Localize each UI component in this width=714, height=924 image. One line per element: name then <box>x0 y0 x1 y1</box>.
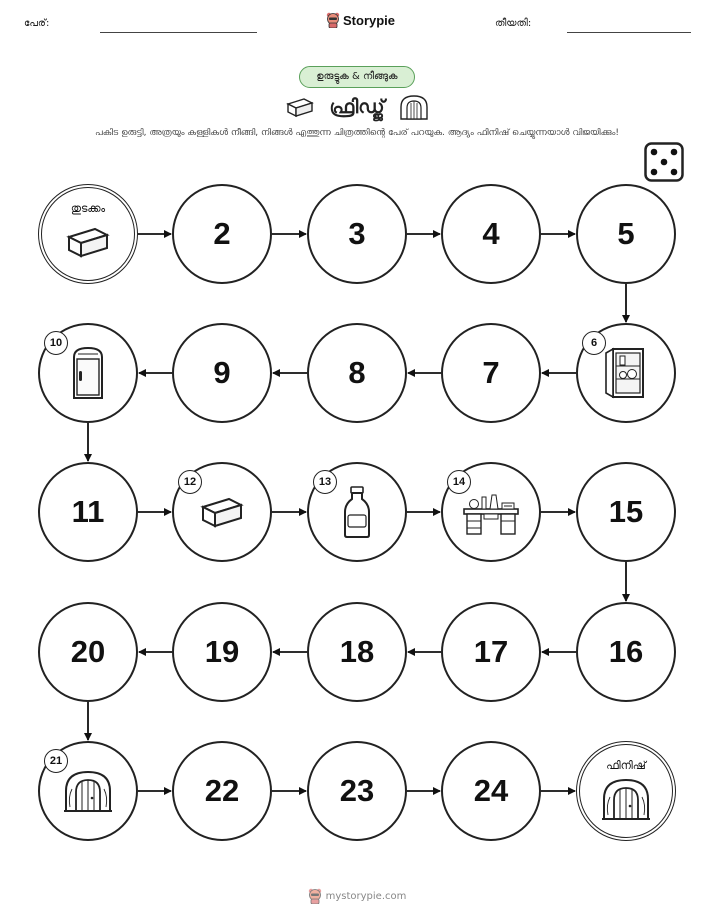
cell-number: 5 <box>617 216 635 251</box>
cell-number: 18 <box>339 634 375 669</box>
cell-number: 4 <box>482 216 500 251</box>
start-cell[interactable] <box>38 184 138 284</box>
desk-icon <box>460 487 522 537</box>
cell-number: 8 <box>348 355 366 390</box>
date-label: തീയതി: <box>495 18 532 29</box>
cell-number: 24 <box>473 773 509 808</box>
cell-label: തുടക്കം <box>70 202 106 215</box>
game-type-tag: ഉരുട്ടുക & നീങ്ങുക <box>299 66 415 88</box>
cell-number-badge: 6 <box>582 331 606 355</box>
cell-number: 15 <box>608 494 644 529</box>
name-label: പേര്: <box>24 18 50 29</box>
open-fridge-icon <box>603 346 649 400</box>
brand-name: Storypie <box>343 12 396 28</box>
board-cell[interactable] <box>576 323 676 423</box>
cell-number: 17 <box>473 634 509 669</box>
board-cell[interactable] <box>38 323 138 423</box>
board-cell[interactable] <box>172 184 272 284</box>
cell-number: 9 <box>213 355 231 390</box>
cell-number: 2 <box>213 216 231 251</box>
cell-number: 22 <box>204 773 240 808</box>
cell-number: 20 <box>70 634 106 669</box>
milk-bottle-icon <box>341 485 373 539</box>
finish-cell[interactable] <box>576 741 676 841</box>
board-cell[interactable] <box>38 462 138 562</box>
board-cell[interactable] <box>307 602 407 702</box>
cell-number: 23 <box>339 773 375 808</box>
butter-icon <box>65 224 111 260</box>
fridge-icon <box>69 345 107 401</box>
game-title: ഫ്രിഡ്ജ് <box>329 96 385 118</box>
cell-number: 16 <box>608 634 644 669</box>
cell-number-badge: 21 <box>44 749 68 773</box>
board-cell[interactable] <box>441 323 541 423</box>
cell-label: ഫിനിഷ് <box>606 759 646 772</box>
cell-number-badge: 14 <box>447 470 471 494</box>
board-cell[interactable] <box>38 741 138 841</box>
butter-icon <box>199 494 245 530</box>
board-cell[interactable] <box>172 323 272 423</box>
cell-number-badge: 12 <box>178 470 202 494</box>
board-cell[interactable] <box>307 323 407 423</box>
board-cell[interactable] <box>307 462 407 562</box>
cave-door-icon <box>601 777 651 821</box>
footer-url: mystorypie.com <box>325 890 407 902</box>
cell-number: 19 <box>204 634 240 669</box>
cell-number: 7 <box>482 355 500 390</box>
board-cell[interactable] <box>172 602 272 702</box>
footer <box>0 888 714 904</box>
board-cell[interactable] <box>441 602 541 702</box>
cell-number-badge: 10 <box>44 331 68 355</box>
cell-number: 11 <box>71 494 105 529</box>
board-cell[interactable] <box>441 462 541 562</box>
board-cell[interactable] <box>307 184 407 284</box>
bear-icon <box>308 888 322 904</box>
instructions: പകിട ഉരുട്ടി, അത്രയും കള്ളികൾ നീങ്ങി, നിങ്ങൾ എത്തുന്ന ചിത്രത്തിന്റെ പേര് പറയുക. ആദ്യം ഫിനിഷ് ചെയ്യുന്നയാൾ വിജയിക്കും! <box>95 128 619 138</box>
board-cell[interactable] <box>576 602 676 702</box>
board-cell[interactable] <box>307 741 407 841</box>
cave-door-icon <box>63 769 113 813</box>
board-cell[interactable] <box>172 462 272 562</box>
board-cell[interactable] <box>441 184 541 284</box>
board-cell[interactable] <box>576 462 676 562</box>
board-cell[interactable] <box>172 741 272 841</box>
cell-number: 3 <box>348 216 366 251</box>
board-cell[interactable] <box>38 602 138 702</box>
board-cell[interactable] <box>441 741 541 841</box>
board-cell[interactable] <box>576 184 676 284</box>
cell-number-badge: 13 <box>313 470 337 494</box>
